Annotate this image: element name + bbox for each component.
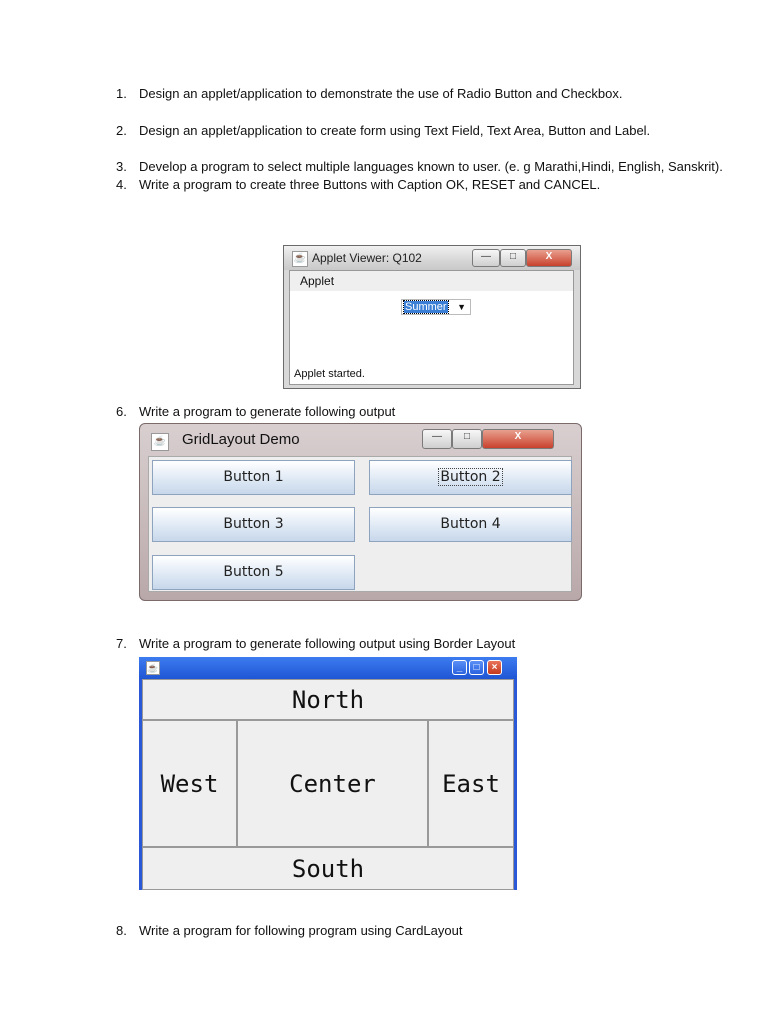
question-number: 4. [116,177,127,192]
grid-button-4[interactable] [369,507,572,542]
east-button[interactable]: East [428,720,514,847]
question-text: Write a program to generate following output [139,404,396,419]
window-title: GridLayout Demo [182,431,300,448]
button-label: Button 4 [440,516,501,532]
grid-panel [148,456,572,592]
button-label: Button 3 [223,516,284,532]
question-text: Write a program to create three Buttons with Caption OK, RESET and CANCEL. [139,177,601,192]
question-text: Design an applet/application to create form using Text Field, Text Area, Button and Label. [139,123,651,138]
grid-button-2[interactable] [369,460,572,495]
question-text: Write a program to generate following output using Border Layout [139,636,516,651]
minimize-button[interactable]: _ [452,660,467,675]
title-bar [139,657,517,679]
question-text: Write a program for following program using CardLayout [139,923,463,938]
button-label: Button 5 [223,564,284,580]
java-icon: ☕ [151,433,169,451]
maximize-button[interactable]: □ [452,429,482,449]
maximize-button[interactable]: □ [500,249,526,267]
question-number: 8. [116,923,127,938]
button-label: Button 1 [223,469,284,485]
question-number: 3. [116,159,127,174]
close-button[interactable]: X [526,249,572,267]
west-button[interactable]: West [142,720,237,847]
applet-viewer-window [283,245,581,389]
minimize-button[interactable]: — [422,429,452,449]
choice-selected-value: Summer [405,301,447,313]
java-icon: ☕ [292,251,308,267]
java-icon: ☕ [147,663,159,673]
button-label: Button 2 [440,469,501,485]
borderlayout-window [139,657,517,890]
gridlayout-demo-window [139,423,582,601]
grid-button-5[interactable] [152,555,355,590]
question-number: 7. [116,636,127,651]
question-number: 6. [116,404,127,419]
question-text: Develop a program to select multiple languages known to user. (e. g Marathi,Hindi, English, Sanskrit). [139,159,723,174]
question-number: 1. [116,86,127,101]
question-text: Design an applet/application to demonstrate the use of Radio Button and Checkbox. [139,86,623,101]
window-title: Applet Viewer: Q102 [312,251,422,265]
title-bar [284,246,580,270]
grid-button-3[interactable] [152,507,355,542]
center-button[interactable]: Center [237,720,428,847]
season-choice-dropdown[interactable] [401,299,471,315]
close-button[interactable]: X [482,429,554,449]
dropdown-arrow-icon[interactable]: ▼ [457,302,466,312]
minimize-button[interactable]: — [472,249,500,267]
border-panel [142,679,514,887]
menu-applet[interactable]: Applet [290,271,573,291]
applet-panel [289,270,574,385]
close-button[interactable]: × [487,660,502,675]
maximize-button[interactable]: □ [469,660,484,675]
status-bar: Applet started. [294,368,365,380]
question-number: 2. [116,123,127,138]
north-button[interactable]: North [142,679,514,720]
grid-button-1[interactable] [152,460,355,495]
south-button[interactable]: South [142,847,514,890]
